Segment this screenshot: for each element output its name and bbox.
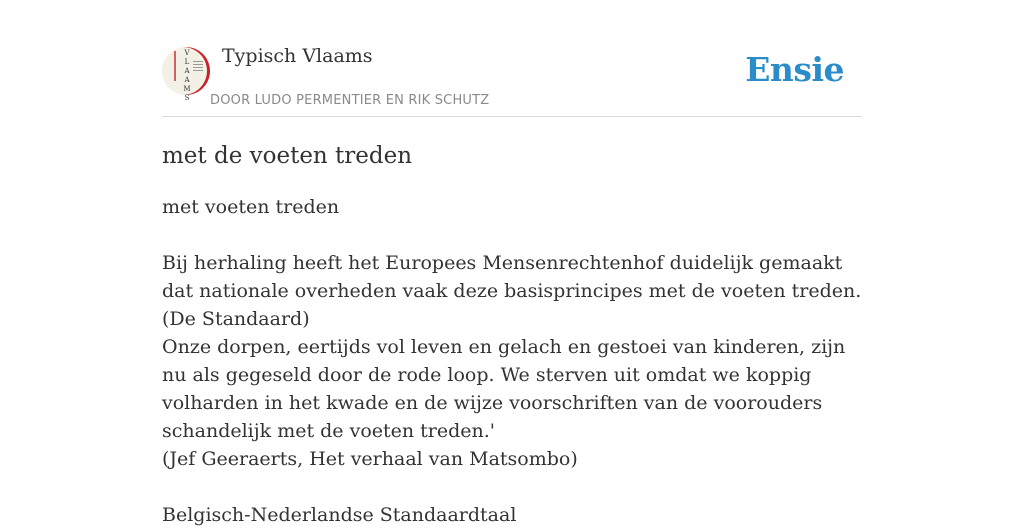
- example-quote: Bij herhaling heeft het Europees Mensenrechtenhof duidelijk gemaakt dat nationale overheden vaak deze basisprincipes met de voeten treden.: [162, 252, 862, 302]
- entry-term: met de voeten treden: [162, 143, 413, 169]
- language-label: Belgisch-Nederlandse Standaardtaal: [162, 504, 517, 526]
- paragraph-gap: [162, 473, 862, 501]
- dictionary-title-link[interactable]: Typisch Vlaams: [222, 45, 373, 67]
- example-quote: Onze dorpen, eertijds vol leven en gelach en gestoei van kinderen, zijn nu als gegeseld door de rode loop. We sterven uit omdat we koppig volharden in het kwade en de wijze voorschriften van de voorouders schandelijk met de voeten treden.': [162, 336, 846, 442]
- ensie-logo-link[interactable]: Ensie: [745, 50, 844, 89]
- example-source: (De Standaard): [162, 308, 310, 330]
- paragraph-gap: [162, 221, 862, 249]
- dictionary-logo[interactable]: [162, 47, 210, 102]
- page-header: [162, 0, 862, 117]
- logo-letters: V L A A M S: [183, 49, 191, 102]
- entry-variant: met voeten treden: [162, 196, 340, 218]
- dictionary-byline: DOOR LUDO PERMENTIER EN RIK SCHUTZ: [210, 93, 490, 108]
- logo-accent-line: [174, 51, 176, 81]
- example-source: (Jef Geeraerts, Het verhaal van Matsombo): [162, 448, 578, 470]
- entry-content: [162, 193, 862, 529]
- logo-text-lines: [193, 61, 203, 62]
- page-container: [162, 0, 862, 529]
